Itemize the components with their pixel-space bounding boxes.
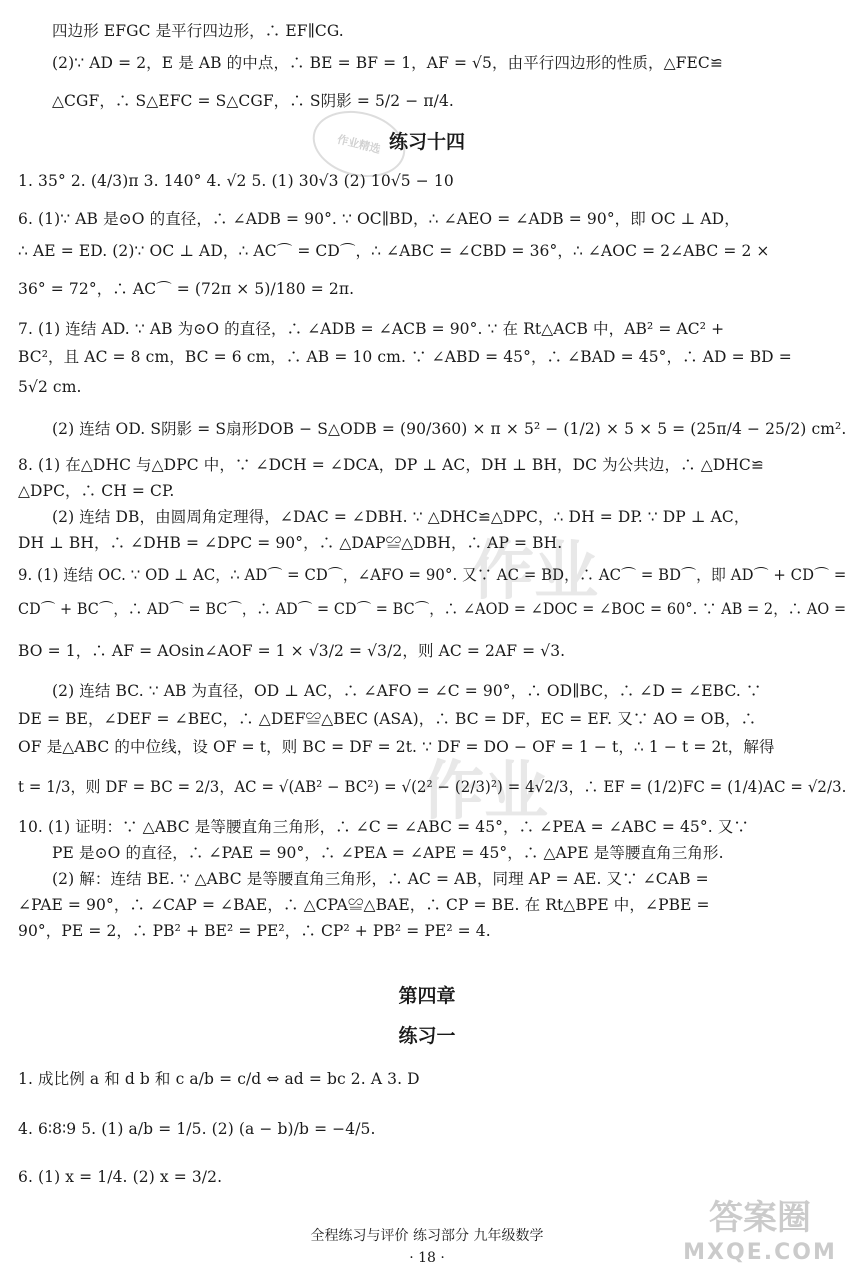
answer-line: 7. (1) 连结 AD. ∵ AB 为⊙O 的直径，∴ ∠ADB = ∠ACB = 90°. ∵ 在 Rt△ACB 中，AB² = AC² + [18, 320, 725, 338]
answer-line: DH ⊥ BH，∴ ∠DHB = ∠DPC = 90°，∴ △DAP≌△DBH，∴ AP = BH. [18, 534, 563, 552]
answer-line: OF 是△ABC 的中位线，设 OF = t，则 BC = DF = 2t. ∵ DF = DO − OF = 1 − t，∴ 1 − t = 2t，解得 [18, 738, 775, 756]
answer-line: 36° = 72°，∴ AC⌒ = (72π × 5)/180 = 2π. [18, 280, 355, 298]
chapter-title: 第四章 [398, 985, 456, 1007]
watermark-text: 作业 [470, 535, 598, 609]
answer-line: 90°，PE = 2，∴ PB² + BE² = PE²，∴ CP² + PB² = PE² = 4. [18, 922, 491, 940]
answer-line: 8. (1) 在△DHC 与△DPC 中，∵ ∠DCH = ∠DCA，DP ⊥ AC，DH ⊥ BH，DC 为公共边，∴ △DHC≌ [18, 456, 764, 474]
answer-line: 5√2 cm. [18, 378, 82, 396]
answer-line: DE = BE，∠DEF = ∠BEC，∴ △DEF≌△BEC (ASA)，∴ BC = DF，EC = EF. 又∵ AO = OB，∴ [18, 710, 757, 728]
answer-line: (2) 解：连结 BE. ∵ △ABC 是等腰直角三角形，∴ AC = AB，同理 AP = AE. 又∵ ∠CAB = [52, 870, 709, 888]
answer-line: BC²，且 AC = 8 cm，BC = 6 cm，∴ AB = 10 cm. ∵ ∠ABD = 45°，∴ ∠BAD = 45°，∴ AD = BD = [18, 348, 792, 366]
text-line: (2)∵ AD = 2，E 是 AB 的中点，∴ BE = BF = 1，AF = √5，由平行四边形的性质，△FEC≌ [52, 54, 723, 72]
answer-line: (2) 连结 DB，由圆周角定理得，∠DAC = ∠DBH. ∵ △DHC≌△DPC，∴ DH = DP. ∵ DP ⊥ AC， [52, 508, 750, 526]
answer-line: 1. 成比例 a 和 d b 和 c a/b = c/d ⇔ ad = bc 2. A 3. D [18, 1070, 420, 1088]
watermark-text: 作业 [420, 755, 548, 829]
answer-line: CD⌒ + BC⌒，∴ AD⌒ = BC⌒，∴ AD⌒ = CD⌒ = BC⌒，∴ ∠AOD = ∠DOC = ∠BOC = 60°. ∵ AB = 2，∴ AO = [18, 600, 847, 618]
section-title: 练习一 [398, 1025, 456, 1047]
footer-title: 全程练习与评价 练习部分 九年级数学 [310, 1228, 544, 1244]
answer-line: BO = 1，∴ AF = AOsin∠AOF = 1 × √3/2 = √3/2，则 AC = 2AF = √3. [18, 642, 566, 660]
answer-line: ∠PAE = 90°，∴ ∠CAP = ∠BAE，∴ △CPA≌△BAE，∴ CP = BE. 在 Rt△BPE 中，∠PBE = [18, 896, 710, 914]
watermark-logo: 答案圈 MXQE.COM [683, 1198, 837, 1265]
answer-line: 4. 6∶8∶9 5. (1) a/b = 1/5. (2) (a − b)/b = −4/5. [18, 1120, 376, 1138]
section-title: 练习十四 [388, 131, 465, 153]
text-line: 四边形 EFGC 是平行四边形，∴ EF∥CG. [52, 22, 344, 40]
answer-line: t = 1/3，则 DF = BC = 2/3，AC = √(AB² − BC²) = √(2² − (2/3)²) = 4√2/3，∴ EF = (1/2)FC = (1/4)AC = √2/3. [18, 778, 847, 796]
answer-line: PE 是⊙O 的直径，∴ ∠PAE = 90°，∴ ∠PEA = ∠APE = 45°，∴ △APE 是等腰直角三角形. [52, 844, 724, 862]
text-line: △CGF，∴ S△EFC = S△CGF，∴ S阴影 = 5/2 − π/4. [52, 92, 454, 110]
answer-line: 9. (1) 连结 OC. ∵ OD ⊥ AC，∴ AD⌒ = CD⌒，∠AFO = 90°. 又∵ AC = BD，∴ AC⌒ = BD⌒，即 AD⌒ + CD⌒ = [18, 566, 847, 584]
page-number: · 18 · [409, 1250, 445, 1266]
answer-line: 6. (1)∵ AB 是⊙O 的直径，∴ ∠ADB = 90°. ∵ OC∥BD，∴ ∠AEO = ∠ADB = 90°，即 OC ⊥ AD， [18, 210, 740, 228]
answer-line: △DPC，∴ CH = CP. [18, 482, 175, 500]
answer-line: 1. 35° 2. (4/3)π 3. 140° 4. √2 5. (1) 30√3 (2) 10√5 − 10 [18, 172, 454, 190]
answer-line: 6. (1) x = 1/4. (2) x = 3/2. [18, 1168, 223, 1186]
answer-line: ∴ AE = ED. (2)∵ OC ⊥ AD，∴ AC⌒ = CD⌒，∴ ∠ABC = ∠CBD = 36°，∴ ∠AOC = 2∠ABC = 2 × [18, 242, 770, 260]
answer-line: (2) 连结 BC. ∵ AB 为直径，OD ⊥ AC，∴ ∠AFO = ∠C = 90°，∴ OD∥BC，∴ ∠D = ∠EBC. ∵ [52, 682, 762, 700]
answer-line: (2) 连结 OD. S阴影 = S扇形DOB − S△ODB = (90/360) × π × 5² − (1/2) × 5 × 5 = (25π/4 − 25/2) cm². [52, 420, 847, 438]
answer-line: 10. (1) 证明：∵ △ABC 是等腰直角三角形，∴ ∠C = ∠ABC = 45°，∴ ∠PEA = ∠ABC = 45°. 又∵ [18, 818, 749, 836]
watermark-stamp: 作业精选 [306, 102, 413, 187]
